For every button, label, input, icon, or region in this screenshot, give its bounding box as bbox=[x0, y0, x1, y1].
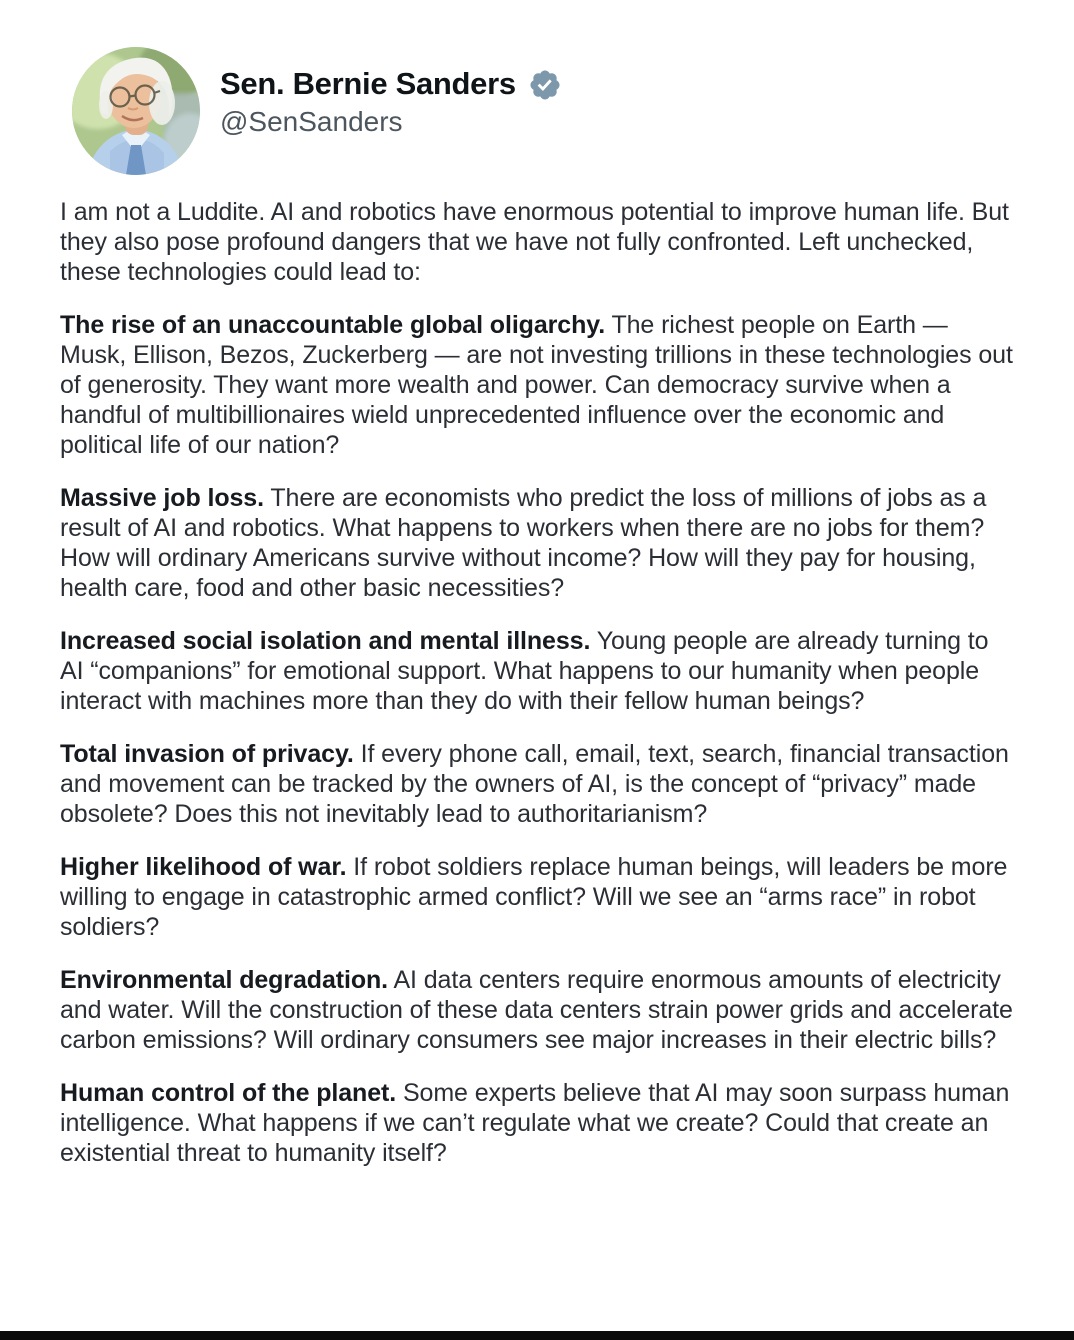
post-paragraph-oligarchy bbox=[60, 310, 1015, 460]
bottom-edge-bar bbox=[0, 1331, 1074, 1340]
post-body bbox=[60, 197, 1015, 1191]
paragraph-text: AI data centers require enormous amounts of electricity and water. Will the construction of these data centers strain power grids and accelerate carbon emissions? Will ordinary consumers see major increases in their electric bills? bbox=[60, 966, 1013, 1054]
author-display-name[interactable]: Sen. Bernie Sanders bbox=[220, 66, 516, 101]
avatar-photo-illustration bbox=[72, 47, 200, 175]
post-paragraph-environment bbox=[60, 965, 1015, 1055]
post-paragraph-job-loss bbox=[60, 483, 1015, 603]
paragraph-lead: Higher likelihood of war. bbox=[60, 853, 347, 881]
paragraph-text: The richest people on Earth — Musk, Ellison, Bezos, Zuckerberg — are not investing trillions in these technologies out of generosity. They want more wealth and power. Can democracy survive when a handful of multibillionaires wield unprecedented influence over the economic and political life of our nation? bbox=[60, 311, 1013, 459]
paragraph-text: Young people are already turning to AI “companions” for emotional support. What happens to our humanity when people interact with machines more than they do with their fellow human beings? bbox=[60, 627, 989, 715]
paragraph-lead: The rise of an unaccountable global oligarchy. bbox=[60, 311, 606, 339]
paragraph-lead: Environmental degradation. bbox=[60, 966, 389, 994]
author-name-row bbox=[220, 66, 562, 102]
author-id-block bbox=[220, 47, 562, 139]
verified-badge-icon[interactable] bbox=[528, 68, 562, 102]
paragraph-text: There are economists who predict the loss of millions of jobs as a result of AI and robotics. What happens to workers when there are no jobs for them? How will ordinary Americans survive without income? How will they pay for housing, health care, food and other basic necessities? bbox=[60, 484, 987, 602]
post-paragraph-intro bbox=[60, 197, 1015, 287]
paragraph-text: If robot soldiers replace human beings, will leaders be more willing to engage in catastrophic armed conflict? Will we see an “arms race” in robot soldiers? bbox=[60, 853, 1008, 941]
paragraph-text: Some experts believe that AI may soon surpass human intelligence. What happens if we can’t regulate what we create? Could that create an existential threat to humanity itself? bbox=[60, 1079, 1010, 1167]
paragraph-text: If every phone call, email, text, search, financial transaction and movement can be tracked by the owners of AI, is the concept of “privacy” made obsolete? Does this not inevitably lead to authoritarianism? bbox=[60, 740, 1009, 828]
post-paragraph-privacy bbox=[60, 739, 1015, 829]
post-paragraph-isolation bbox=[60, 626, 1015, 716]
paragraph-lead: Increased social isolation and mental illness. bbox=[60, 627, 591, 655]
paragraph-lead: Massive job loss. bbox=[60, 484, 264, 512]
post-paragraph-war bbox=[60, 852, 1015, 942]
tweet-header bbox=[72, 47, 562, 175]
author-handle[interactable]: @SenSanders bbox=[220, 106, 403, 137]
post-paragraph-human-control bbox=[60, 1078, 1015, 1168]
paragraph-text: I am not a Luddite. AI and robotics have enormous potential to improve human life. But they also pose profound dangers that we have not fully confronted. Left unchecked, these technologies could lead to: bbox=[60, 198, 1009, 286]
paragraph-lead: Total invasion of privacy. bbox=[60, 740, 354, 768]
paragraph-lead: Human control of the planet. bbox=[60, 1079, 397, 1107]
avatar[interactable] bbox=[72, 47, 200, 175]
